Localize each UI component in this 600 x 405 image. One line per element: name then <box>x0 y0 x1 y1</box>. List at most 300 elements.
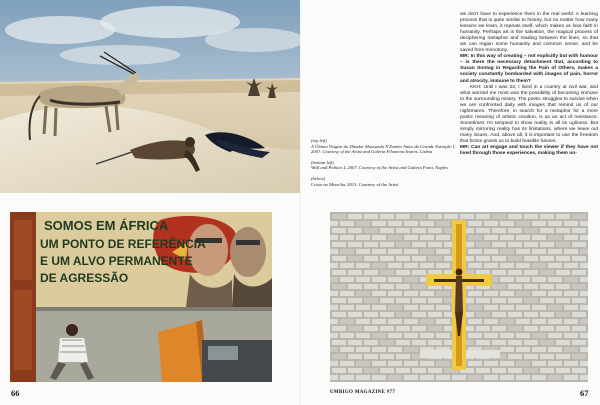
brick <box>572 326 586 331</box>
brick <box>508 270 522 275</box>
brick <box>508 228 522 233</box>
brick <box>492 228 506 233</box>
brick <box>524 340 538 345</box>
brick <box>364 284 378 289</box>
brick <box>540 214 554 219</box>
brick <box>428 312 442 317</box>
desert-scene-image <box>0 0 300 193</box>
brick <box>564 333 578 338</box>
magazine-name: UMBIGO MAGAZINE #77 <box>330 390 396 395</box>
brick <box>500 333 514 338</box>
brick <box>524 242 538 247</box>
brick <box>476 298 490 303</box>
brick <box>332 256 346 261</box>
brick <box>492 242 506 247</box>
brick <box>428 228 442 233</box>
brick <box>500 249 514 254</box>
brick <box>412 298 426 303</box>
brick <box>476 312 490 317</box>
caption-position: (bottom left) <box>311 159 334 165</box>
brick <box>436 361 450 366</box>
brick <box>468 319 482 324</box>
brick <box>364 298 378 303</box>
artwork-photo-mural <box>10 212 272 382</box>
brick <box>330 375 338 380</box>
brick <box>580 347 588 352</box>
brick <box>412 326 426 331</box>
brick <box>412 214 426 219</box>
brick <box>372 305 386 310</box>
brick <box>540 298 554 303</box>
brick <box>572 340 586 345</box>
caption-title: Wall and Politics I, 2007. Courtesy of the Artist and Galeria Fonti, Naples <box>311 165 448 171</box>
brick <box>428 326 442 331</box>
brick <box>340 375 354 380</box>
brick <box>508 284 522 289</box>
brick <box>548 249 562 254</box>
brick <box>420 249 434 254</box>
brick <box>500 235 514 240</box>
brick <box>428 298 442 303</box>
brick <box>372 361 386 366</box>
brick <box>356 277 370 282</box>
brick <box>348 326 362 331</box>
brick <box>412 270 426 275</box>
brick <box>436 249 450 254</box>
brick <box>364 340 378 345</box>
brick <box>356 235 370 240</box>
brick <box>580 277 588 282</box>
brick <box>484 235 498 240</box>
brick <box>492 270 506 275</box>
brick <box>404 249 418 254</box>
brick <box>532 235 546 240</box>
brick <box>428 214 442 219</box>
brick <box>580 291 588 296</box>
brick <box>340 235 354 240</box>
brick <box>500 277 514 282</box>
brick <box>428 340 442 345</box>
brick <box>404 333 418 338</box>
brick <box>412 312 426 317</box>
brick <box>372 277 386 282</box>
question-paragraph: MR: Can art engage and touch the viewer if they have not lived through those experiences, making them un- <box>460 145 598 157</box>
brick <box>532 221 546 226</box>
brick <box>500 305 514 310</box>
brick <box>396 368 410 373</box>
brick <box>540 340 554 345</box>
brick <box>436 305 450 310</box>
brick <box>404 305 418 310</box>
brick <box>532 333 546 338</box>
brick <box>564 277 578 282</box>
brick <box>330 249 338 254</box>
brick <box>556 326 570 331</box>
brick <box>532 291 546 296</box>
brick <box>532 277 546 282</box>
brick <box>452 375 466 380</box>
interview-text-column <box>460 12 598 157</box>
brick <box>372 319 386 324</box>
brick <box>524 270 538 275</box>
brick <box>476 368 490 373</box>
brick <box>396 256 410 261</box>
brick <box>580 249 588 254</box>
brick <box>436 221 450 226</box>
brick <box>380 326 394 331</box>
brick <box>348 284 362 289</box>
brick <box>468 249 482 254</box>
brick <box>572 368 586 373</box>
brick <box>380 256 394 261</box>
brick <box>540 284 554 289</box>
brick <box>548 291 562 296</box>
brick <box>428 256 442 261</box>
brick <box>468 235 482 240</box>
brick <box>364 256 378 261</box>
brick <box>332 368 346 373</box>
brick <box>580 333 588 338</box>
question-paragraph: MR: In this way of creating – not explicitly but with humour – is there the necessary detachment that, according to Susan Sontag in Regarding the Pain of Others, makes a society constantly bombarded with images of pain, horror and atrocity, immune to them? <box>460 54 598 84</box>
brick <box>420 333 434 338</box>
brick <box>356 291 370 296</box>
brick <box>508 214 522 219</box>
brick <box>476 340 490 345</box>
brick <box>364 326 378 331</box>
brick <box>404 277 418 282</box>
brick <box>580 235 588 240</box>
brick <box>500 347 514 352</box>
answer-paragraph: we don't have to experience them in the real world. A learning process that is quite similar to history, but no matter how many lessons we learn, it repeats itself, which makes us lose faith in humanity. Perhaps art is the salvation, the magical process of deciphering metaphor and reading between the lines, so that we can regain some humanity and common sense, and be saved from monotony. <box>460 12 598 54</box>
brick <box>556 368 570 373</box>
brick <box>404 375 418 380</box>
brick <box>330 291 338 296</box>
caption-position: (top left) <box>311 138 327 143</box>
brick <box>556 242 570 247</box>
brick <box>348 354 362 359</box>
brick <box>396 284 410 289</box>
brick <box>516 249 530 254</box>
brick <box>356 361 370 366</box>
brick <box>332 284 346 289</box>
brick <box>356 347 370 352</box>
brick <box>332 228 346 233</box>
brick <box>388 277 402 282</box>
brick <box>564 305 578 310</box>
brick <box>436 319 450 324</box>
brick <box>412 340 426 345</box>
brick <box>364 242 378 247</box>
brick <box>412 242 426 247</box>
brick <box>524 326 538 331</box>
brick <box>564 221 578 226</box>
brick <box>372 263 386 268</box>
brick <box>484 263 498 268</box>
brick <box>492 214 506 219</box>
brick <box>572 312 586 317</box>
brick <box>556 256 570 261</box>
brick <box>572 256 586 261</box>
brick <box>332 242 346 247</box>
brick <box>540 354 554 359</box>
brick <box>540 228 554 233</box>
brick <box>396 228 410 233</box>
brick <box>340 305 354 310</box>
brick <box>548 375 562 380</box>
mural-text-line-3: E UM ALVO PERMANENTE <box>40 254 193 268</box>
brick <box>508 312 522 317</box>
caption-bottom-left <box>311 160 463 171</box>
brick <box>500 221 514 226</box>
brick <box>436 333 450 338</box>
brick <box>468 305 482 310</box>
brick <box>580 221 588 226</box>
brick <box>420 361 434 366</box>
brick <box>580 263 588 268</box>
brick <box>330 305 338 310</box>
brick <box>388 221 402 226</box>
brick <box>524 354 538 359</box>
brick <box>556 270 570 275</box>
brick <box>492 368 506 373</box>
brick <box>388 235 402 240</box>
brick <box>540 312 554 317</box>
brick <box>388 319 402 324</box>
brick <box>556 228 570 233</box>
brick <box>388 263 402 268</box>
brick <box>500 291 514 296</box>
brick <box>340 291 354 296</box>
brick <box>564 249 578 254</box>
brick <box>380 354 394 359</box>
brick <box>516 235 530 240</box>
brick <box>332 340 346 345</box>
brick <box>380 228 394 233</box>
brick <box>516 305 530 310</box>
brick <box>532 305 546 310</box>
brick <box>372 291 386 296</box>
brick <box>420 291 434 296</box>
brick <box>580 375 588 380</box>
brick <box>356 375 370 380</box>
brick <box>500 319 514 324</box>
brick <box>516 361 530 366</box>
brick <box>420 235 434 240</box>
brick <box>348 312 362 317</box>
brick <box>388 361 402 366</box>
brick <box>572 242 586 247</box>
brick <box>372 375 386 380</box>
artwork-photo-desert <box>0 0 300 193</box>
brick <box>468 375 482 380</box>
brick <box>548 235 562 240</box>
brick <box>492 312 506 317</box>
brick <box>572 354 586 359</box>
brick <box>332 354 346 359</box>
brick <box>548 305 562 310</box>
brick <box>356 305 370 310</box>
brick <box>412 368 426 373</box>
brick <box>516 375 530 380</box>
brick <box>516 221 530 226</box>
brick <box>524 312 538 317</box>
answer-paragraph: KKH: Until I was 23, I lived in a country at civil war, and what worried me most was the possibility of becoming immune to the surrounding misery. The poetic struggles to survive when we are confronted daily with images that remind us of our nightmares. Therefore, in search for a metaphor for a more poetic meaning of artistic creation, is as an act of resistance. Sometimes I'm tempted to show reality in all its ugliness. But simply mirroring reality has its limitations, where we leave out many issues. And, above all, it is important to use the freedom that fiction grants us to build feasible futures. <box>460 84 598 144</box>
brick <box>372 249 386 254</box>
brick <box>476 214 490 219</box>
brick <box>330 263 338 268</box>
brick <box>572 284 586 289</box>
brick <box>420 263 434 268</box>
brick <box>340 221 354 226</box>
brick <box>364 214 378 219</box>
brick <box>540 326 554 331</box>
brick <box>396 242 410 247</box>
brick <box>468 221 482 226</box>
brick <box>330 235 338 240</box>
brick <box>516 291 530 296</box>
brick <box>548 263 562 268</box>
brick <box>516 263 530 268</box>
brick <box>556 284 570 289</box>
brick <box>396 326 410 331</box>
brick <box>396 312 410 317</box>
brick <box>556 298 570 303</box>
brick <box>516 347 530 352</box>
brick <box>428 242 442 247</box>
caption-credit: Cristo no Muro/ba, 2013. Courtesy of the Artist <box>311 181 399 187</box>
brick <box>330 333 338 338</box>
brick <box>348 270 362 275</box>
brick <box>332 298 346 303</box>
brick <box>500 375 514 380</box>
brick <box>508 256 522 261</box>
brick <box>492 340 506 345</box>
page-number-right: 67 <box>580 388 589 398</box>
brick <box>372 333 386 338</box>
brick <box>548 361 562 366</box>
caption-title: A Última Viagem do Ditador Mussunda N'Zombo Antes da Grande Extinção I, 2007. Courtesy of the Artist and Galeria Filomena Soares, Lisboa <box>311 143 456 155</box>
mural-text-line-1: SOMOS EM ÁFRICA <box>44 218 169 233</box>
brick <box>564 235 578 240</box>
brick <box>444 214 458 219</box>
brick <box>396 298 410 303</box>
brick <box>572 270 586 275</box>
brick <box>484 333 498 338</box>
brick <box>580 361 588 366</box>
brick <box>388 347 402 352</box>
brick <box>356 333 370 338</box>
brick <box>540 242 554 247</box>
brick <box>468 333 482 338</box>
brick <box>340 277 354 282</box>
brick <box>396 354 410 359</box>
brick <box>356 249 370 254</box>
brick <box>468 263 482 268</box>
brick <box>332 312 346 317</box>
caption-top-left <box>311 138 463 155</box>
brick <box>484 221 498 226</box>
brick <box>556 354 570 359</box>
caption-below <box>311 176 463 187</box>
brick <box>372 347 386 352</box>
brick <box>340 347 354 352</box>
brick <box>332 214 346 219</box>
brick <box>516 319 530 324</box>
brick <box>340 319 354 324</box>
brick <box>532 319 546 324</box>
brick <box>420 221 434 226</box>
brick <box>380 284 394 289</box>
brick <box>532 361 546 366</box>
brick <box>436 263 450 268</box>
brick <box>380 312 394 317</box>
brick <box>524 368 538 373</box>
brick <box>388 249 402 254</box>
brick <box>404 221 418 226</box>
brick <box>380 270 394 275</box>
brick <box>332 326 346 331</box>
brick <box>348 256 362 261</box>
brick <box>332 270 346 275</box>
brick <box>492 298 506 303</box>
mural-text-line-2: UM PONTO DE REFERÊNCIA <box>40 237 206 251</box>
brick <box>348 368 362 373</box>
brick <box>412 284 426 289</box>
brick <box>340 249 354 254</box>
brick <box>476 228 490 233</box>
brick <box>508 368 522 373</box>
brick <box>500 263 514 268</box>
brick <box>468 361 482 366</box>
brick <box>388 375 402 380</box>
brick <box>508 298 522 303</box>
brick <box>540 368 554 373</box>
brick <box>572 298 586 303</box>
brick <box>516 333 530 338</box>
brick <box>508 242 522 247</box>
brick <box>380 340 394 345</box>
brick <box>380 242 394 247</box>
brick <box>524 214 538 219</box>
brick <box>580 319 588 324</box>
page-number-left: 66 <box>11 388 20 398</box>
brick <box>548 333 562 338</box>
brick <box>540 270 554 275</box>
brick <box>412 228 426 233</box>
mural-text-line-4: DE AGRESSÃO <box>40 271 129 285</box>
brick <box>388 333 402 338</box>
brick <box>330 347 338 352</box>
brick <box>540 256 554 261</box>
brick <box>380 298 394 303</box>
brick <box>364 354 378 359</box>
brick <box>564 375 578 380</box>
brick <box>468 291 482 296</box>
brick <box>380 368 394 373</box>
brick <box>356 319 370 324</box>
brick <box>556 340 570 345</box>
brick <box>484 375 498 380</box>
brick <box>330 319 338 324</box>
brick <box>532 263 546 268</box>
brick <box>404 361 418 366</box>
brick <box>420 375 434 380</box>
brick <box>356 263 370 268</box>
brick <box>364 368 378 373</box>
brick <box>564 347 578 352</box>
brick <box>524 256 538 261</box>
caption-position: (below) <box>311 175 326 181</box>
